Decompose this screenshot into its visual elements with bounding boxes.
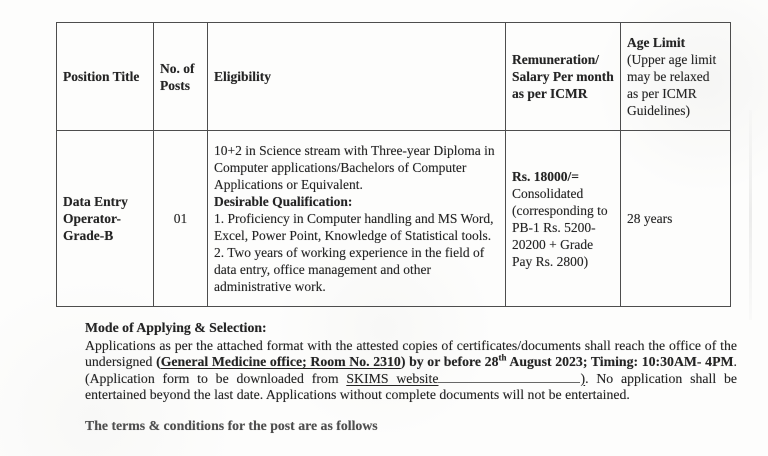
para-seg-closing: . No application shall be entertained beyond the last date. Applications without complete documents will not be entertained. [85, 370, 737, 402]
date-ordinal-suffix: th [498, 352, 507, 363]
application-instructions-paragraph [85, 338, 737, 404]
cell-eligibility [208, 131, 506, 307]
remuneration-amount: Rs. 18000/= [512, 168, 579, 184]
mode-of-applying-heading: Mode of Applying & Selection: [85, 320, 267, 335]
blank-underline-field [438, 371, 580, 383]
header-position-title: Position Title [57, 23, 154, 131]
header-eligibility: Eligibility [208, 23, 506, 131]
terms-and-conditions-cutoff-line: The terms & conditions for the post are as follows [85, 417, 378, 433]
eligibility-item-2: 2. Two years of working experience in the field of data entry, office management and other administrative work. [214, 245, 485, 294]
cell-no-of-posts: 01 [154, 131, 208, 307]
remuneration-detail: Consolidated (corresponding to PB-1 Rs. 5200-20200 + Grade Pay Rs. 2800) [512, 185, 608, 269]
age-limit-note: (Upper age limit may be relaxed as per ICMR Guidelines) [627, 52, 717, 118]
eligibility-desirable-heading: Desirable Qualification: [214, 194, 353, 209]
cell-age-limit: 28 years [621, 131, 731, 307]
deadline-date-timing: August 2023; Timing: 10:30AM- 4PM [506, 354, 734, 369]
age-limit-title: Age Limit [627, 35, 686, 50]
vacancy-table [56, 22, 731, 307]
para-seg-download-note: . (Application form to be downloaded from [85, 354, 737, 386]
para-seg-open-paren: ( [156, 354, 161, 369]
scan-artifact-streak [749, 110, 752, 320]
para-seg-regular: Applications as per the attached format with the attested copies of certificates/documents shall reach the office of the undersigned [85, 337, 737, 369]
header-no-of-posts: No. of Posts [154, 23, 208, 131]
header-age-limit [621, 23, 731, 131]
office-room-reference: General Medicine office; Room No. 2310 [160, 354, 401, 369]
cell-remuneration [506, 131, 621, 307]
table-header-row [57, 23, 731, 131]
para-seg-deadline-prefix: ) by or before 28 [400, 354, 499, 369]
body-text-block [85, 320, 737, 434]
header-remuneration: Remuneration/ Salary Per month as per ICMR [506, 23, 621, 131]
cell-position-title: Data Entry Operator-Grade-B [57, 131, 154, 307]
para-seg-close-paren: ) [580, 370, 586, 386]
eligibility-intro: 10+2 in Science stream with Three-year Diploma in Computer applications/Bachelors of Computer Applications or Equivalent. [214, 143, 495, 192]
table-row [57, 131, 731, 307]
skims-website-reference: SKIMS website [346, 370, 439, 386]
eligibility-item-1: 1. Proficiency in Computer handling and MS Word, Excel, Power Point, Knowledge of Statistical tools. [214, 211, 494, 243]
